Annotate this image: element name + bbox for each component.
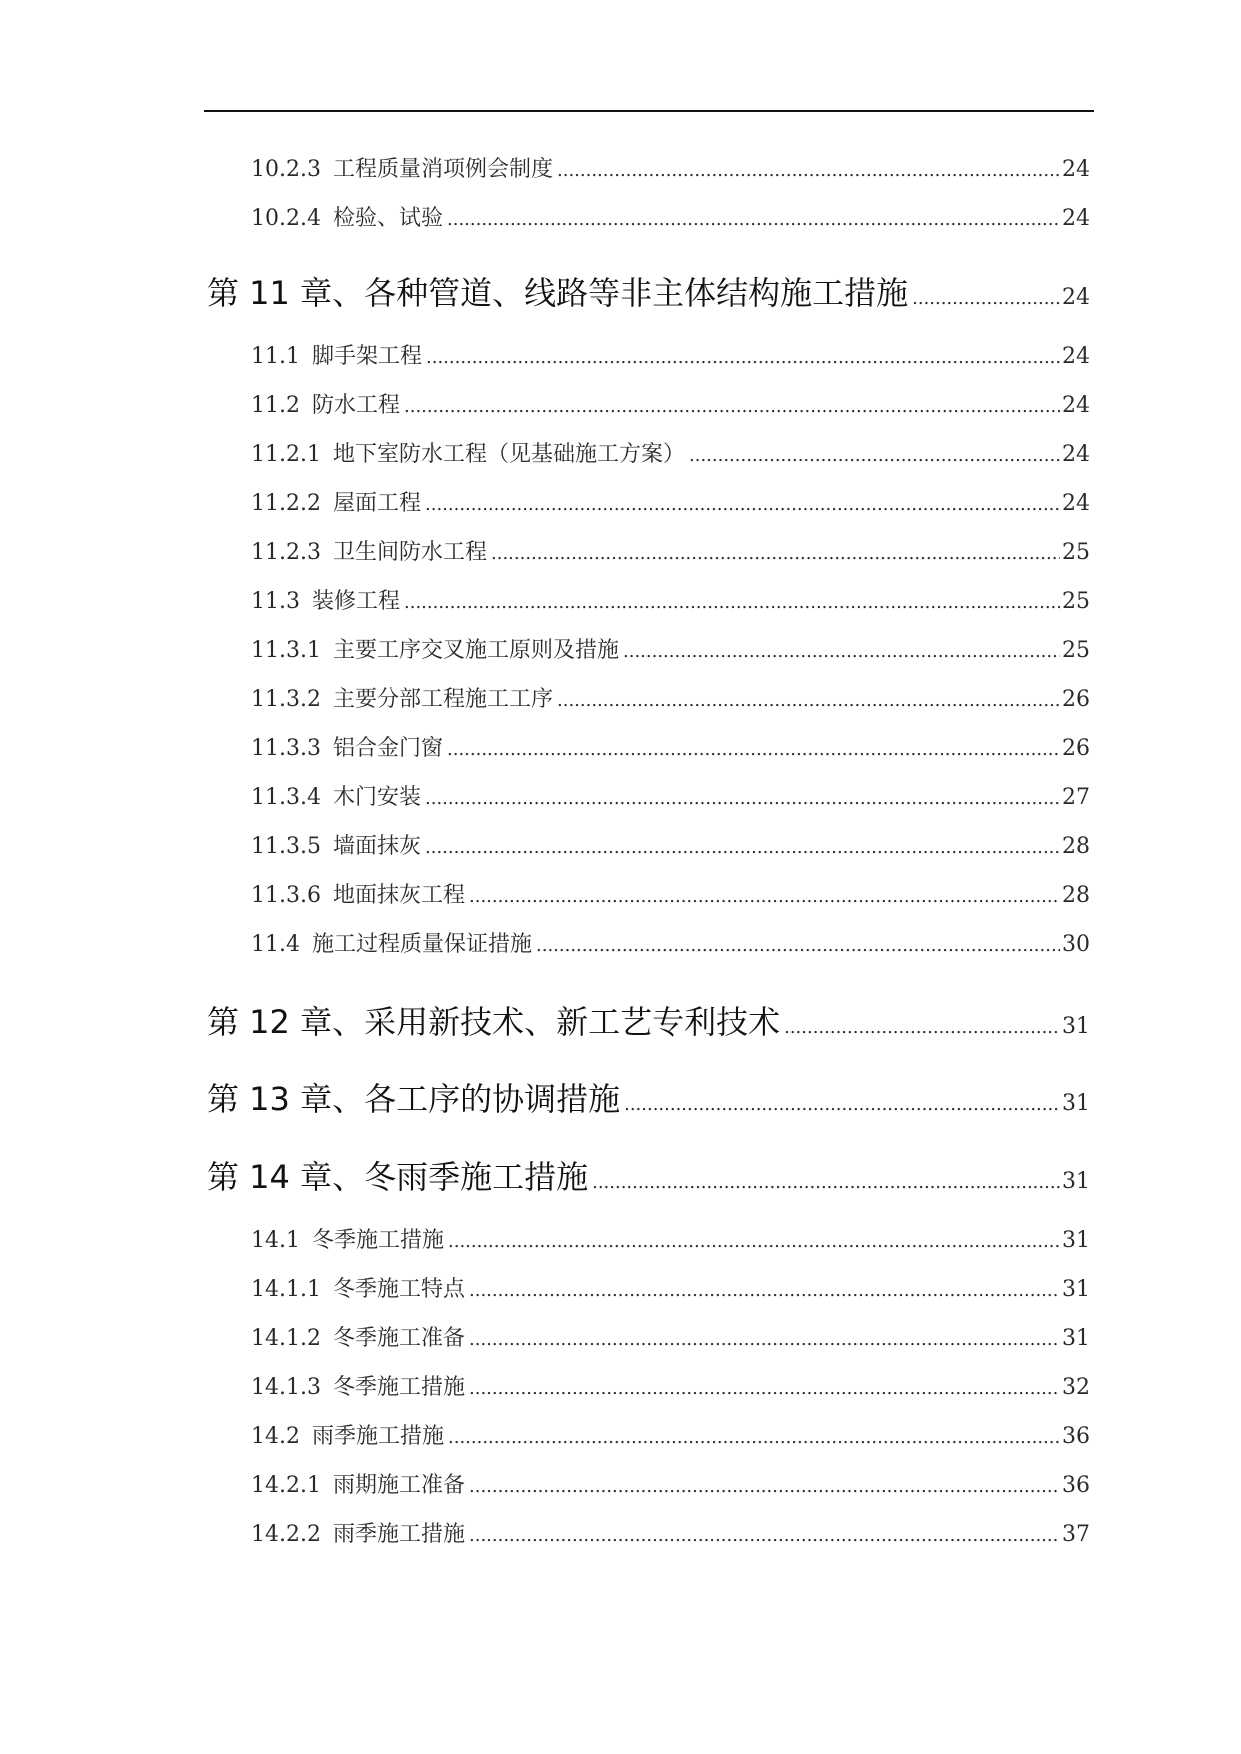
toc-dot-leader xyxy=(536,931,1060,961)
toc-page-number: 37 xyxy=(1062,1522,1090,1547)
toc-section-entry[interactable] xyxy=(251,1520,1090,1551)
toc-entry-number: 11.3.2 xyxy=(251,687,321,712)
toc-chapter-entry[interactable] xyxy=(207,1079,1090,1125)
toc-page-number: 24 xyxy=(1062,157,1090,182)
toc-entry-title: 雨期施工准备 xyxy=(332,1473,465,1498)
toc-entry-title: 冬季施工措施 xyxy=(311,1228,444,1253)
toc-page-number: 36 xyxy=(1062,1424,1090,1449)
toc-section-entry[interactable] xyxy=(251,832,1090,863)
toc-entry-title: 墙面抹灰 xyxy=(332,834,421,859)
toc-page-number: 24 xyxy=(1062,393,1090,418)
toc-entry-number: 第 13 章、 xyxy=(207,1080,365,1118)
toc-section-entry[interactable] xyxy=(251,881,1090,912)
toc-section-entry[interactable] xyxy=(251,1471,1090,1502)
toc-entry-number: 14.2.1 xyxy=(251,1473,321,1498)
toc-dot-leader xyxy=(689,441,1060,471)
toc-entry-number: 10.2.3 xyxy=(251,157,321,182)
toc-page-number: 32 xyxy=(1062,1375,1090,1400)
toc-section-entry[interactable] xyxy=(251,342,1090,373)
toc-dot-leader xyxy=(592,1163,1060,1203)
toc-entry-number: 14.1.2 xyxy=(251,1326,321,1351)
toc-entry-number: 11.2.2 xyxy=(251,491,321,516)
toc-dot-leader xyxy=(448,1227,1060,1257)
toc-entry-title: 屋面工程 xyxy=(332,491,421,516)
toc-dot-leader xyxy=(447,205,1060,235)
toc-page-number: 31 xyxy=(1062,1014,1090,1039)
toc-entry-title: 铝合金门窗 xyxy=(332,736,443,761)
toc-entry-title: 检验、试验 xyxy=(332,206,443,231)
toc-section-entry[interactable] xyxy=(251,587,1090,618)
toc-section-entry[interactable] xyxy=(251,1422,1090,1453)
toc-section-entry[interactable] xyxy=(251,930,1090,961)
toc-dot-leader xyxy=(404,392,1060,422)
toc-dot-leader xyxy=(623,637,1060,667)
toc-page-number: 24 xyxy=(1062,442,1090,467)
toc-page-number: 31 xyxy=(1062,1277,1090,1302)
toc-section-entry[interactable] xyxy=(251,1275,1090,1306)
toc-entry-number: 14.1.1 xyxy=(251,1277,321,1302)
toc-entry-number: 第 14 章、 xyxy=(207,1158,365,1196)
toc-entry-number: 11.3.3 xyxy=(251,736,321,761)
toc-entry-title: 主要分部工程施工工序 xyxy=(332,687,553,712)
toc-page-number: 28 xyxy=(1062,834,1090,859)
toc-entry-number: 11.2 xyxy=(251,393,300,418)
toc-page-number: 26 xyxy=(1062,736,1090,761)
toc-entry-title: 冬雨季施工措施 xyxy=(364,1158,589,1196)
toc-entry-title: 卫生间防水工程 xyxy=(332,540,487,565)
toc-dot-leader xyxy=(469,1374,1060,1404)
toc-entry-number: 14.1.3 xyxy=(251,1375,321,1400)
toc-page-number: 31 xyxy=(1062,1169,1090,1194)
toc-entry-title: 防水工程 xyxy=(311,393,400,418)
toc-dot-leader xyxy=(469,882,1060,912)
toc-dot-leader xyxy=(624,1085,1060,1125)
toc-dot-leader xyxy=(425,833,1060,863)
toc-page-number: 24 xyxy=(1062,285,1090,310)
toc-dot-leader xyxy=(469,1276,1060,1306)
toc-page-number: 27 xyxy=(1062,785,1090,810)
toc-entry-title: 工程质量消项例会制度 xyxy=(332,157,553,182)
toc-section-entry[interactable] xyxy=(251,489,1090,520)
toc-page-number: 31 xyxy=(1062,1228,1090,1253)
toc-section-entry[interactable] xyxy=(251,204,1090,235)
toc-entry-number: 第 11 章、 xyxy=(207,274,365,312)
toc-page-number: 31 xyxy=(1062,1091,1090,1116)
toc-entry-number: 10.2.4 xyxy=(251,206,321,231)
toc-entry-number: 11.4 xyxy=(251,932,300,957)
toc-entry-number: 第 12 章、 xyxy=(207,1003,365,1041)
toc-dot-leader xyxy=(912,279,1060,319)
toc-section-entry[interactable] xyxy=(251,685,1090,716)
toc-entry-title: 冬季施工措施 xyxy=(332,1375,465,1400)
toc-section-entry[interactable] xyxy=(251,440,1090,471)
toc-entry-title: 木门安装 xyxy=(332,785,421,810)
toc-page-number: 24 xyxy=(1062,206,1090,231)
toc-section-entry[interactable] xyxy=(251,391,1090,422)
toc-page-number: 31 xyxy=(1062,1326,1090,1351)
toc-dot-leader xyxy=(784,1008,1060,1048)
toc-entry-title: 施工过程质量保证措施 xyxy=(311,932,532,957)
toc-dot-leader xyxy=(447,735,1060,765)
toc-dot-leader xyxy=(557,156,1060,186)
toc-page-number: 25 xyxy=(1062,589,1090,614)
toc-entry-number: 11.3.4 xyxy=(251,785,321,810)
toc-dot-leader xyxy=(404,588,1060,618)
toc-dot-leader xyxy=(557,686,1060,716)
toc-chapter-entry[interactable] xyxy=(207,1157,1090,1203)
toc-dot-leader xyxy=(448,1423,1060,1453)
toc-entry-title: 冬季施工准备 xyxy=(332,1326,465,1351)
toc-entry-title: 地面抹灰工程 xyxy=(332,883,465,908)
toc-entry-number: 11.2.1 xyxy=(251,442,321,467)
toc-page-number: 25 xyxy=(1062,638,1090,663)
toc-entry-title: 各种管道、线路等非主体结构施工措施 xyxy=(364,274,909,312)
toc-section-entry[interactable] xyxy=(251,783,1090,814)
toc-dot-leader xyxy=(425,490,1060,520)
toc-entry-title: 主要工序交叉施工原则及措施 xyxy=(332,638,619,663)
toc-entry-title: 地下室防水工程（见基础施工方案） xyxy=(332,442,685,467)
toc-page-number: 30 xyxy=(1062,932,1090,957)
toc-chapter-entry[interactable] xyxy=(207,273,1090,319)
toc-dot-leader xyxy=(425,784,1060,814)
toc-entry-title: 雨季施工措施 xyxy=(332,1522,465,1547)
toc-chapter-entry[interactable] xyxy=(207,1002,1090,1048)
toc-page-number: 24 xyxy=(1062,344,1090,369)
toc-entry-title: 采用新技术、新工艺专利技术 xyxy=(364,1003,781,1041)
toc-entry-number: 11.3.5 xyxy=(251,834,321,859)
toc-page-number: 24 xyxy=(1062,491,1090,516)
toc-entry-number: 14.2 xyxy=(251,1424,300,1449)
toc-entry-title: 各工序的协调措施 xyxy=(364,1080,621,1118)
toc-entry-title: 装修工程 xyxy=(311,589,400,614)
toc-entry-number: 11.1 xyxy=(251,344,300,369)
toc-page-number: 28 xyxy=(1062,883,1090,908)
toc-entry-title: 脚手架工程 xyxy=(311,344,422,369)
toc-page-number: 25 xyxy=(1062,540,1090,565)
toc-dot-leader xyxy=(469,1472,1060,1502)
toc-section-entry[interactable] xyxy=(251,1226,1090,1257)
toc-section-entry[interactable] xyxy=(251,734,1090,765)
toc-section-entry[interactable] xyxy=(251,1373,1090,1404)
toc-section-entry[interactable] xyxy=(251,1324,1090,1355)
toc-entry-number: 11.3.1 xyxy=(251,638,321,663)
toc-entry-title: 冬季施工特点 xyxy=(332,1277,465,1302)
toc-page-number: 26 xyxy=(1062,687,1090,712)
toc-entry-number: 11.2.3 xyxy=(251,540,321,565)
toc-dot-leader xyxy=(491,539,1060,569)
toc-entry-number: 11.3.6 xyxy=(251,883,321,908)
toc-entry-number: 14.1 xyxy=(251,1228,300,1253)
toc-dot-leader xyxy=(426,343,1060,373)
toc-section-entry[interactable] xyxy=(251,636,1090,667)
toc-entry-title: 雨季施工措施 xyxy=(311,1424,444,1449)
toc-dot-leader xyxy=(469,1521,1060,1551)
toc-section-entry[interactable] xyxy=(251,538,1090,569)
toc-page-number: 36 xyxy=(1062,1473,1090,1498)
toc-entry-number: 11.3 xyxy=(251,589,300,614)
toc-dot-leader xyxy=(469,1325,1060,1355)
toc-section-entry[interactable] xyxy=(251,155,1090,186)
toc-entry-number: 14.2.2 xyxy=(251,1522,321,1547)
